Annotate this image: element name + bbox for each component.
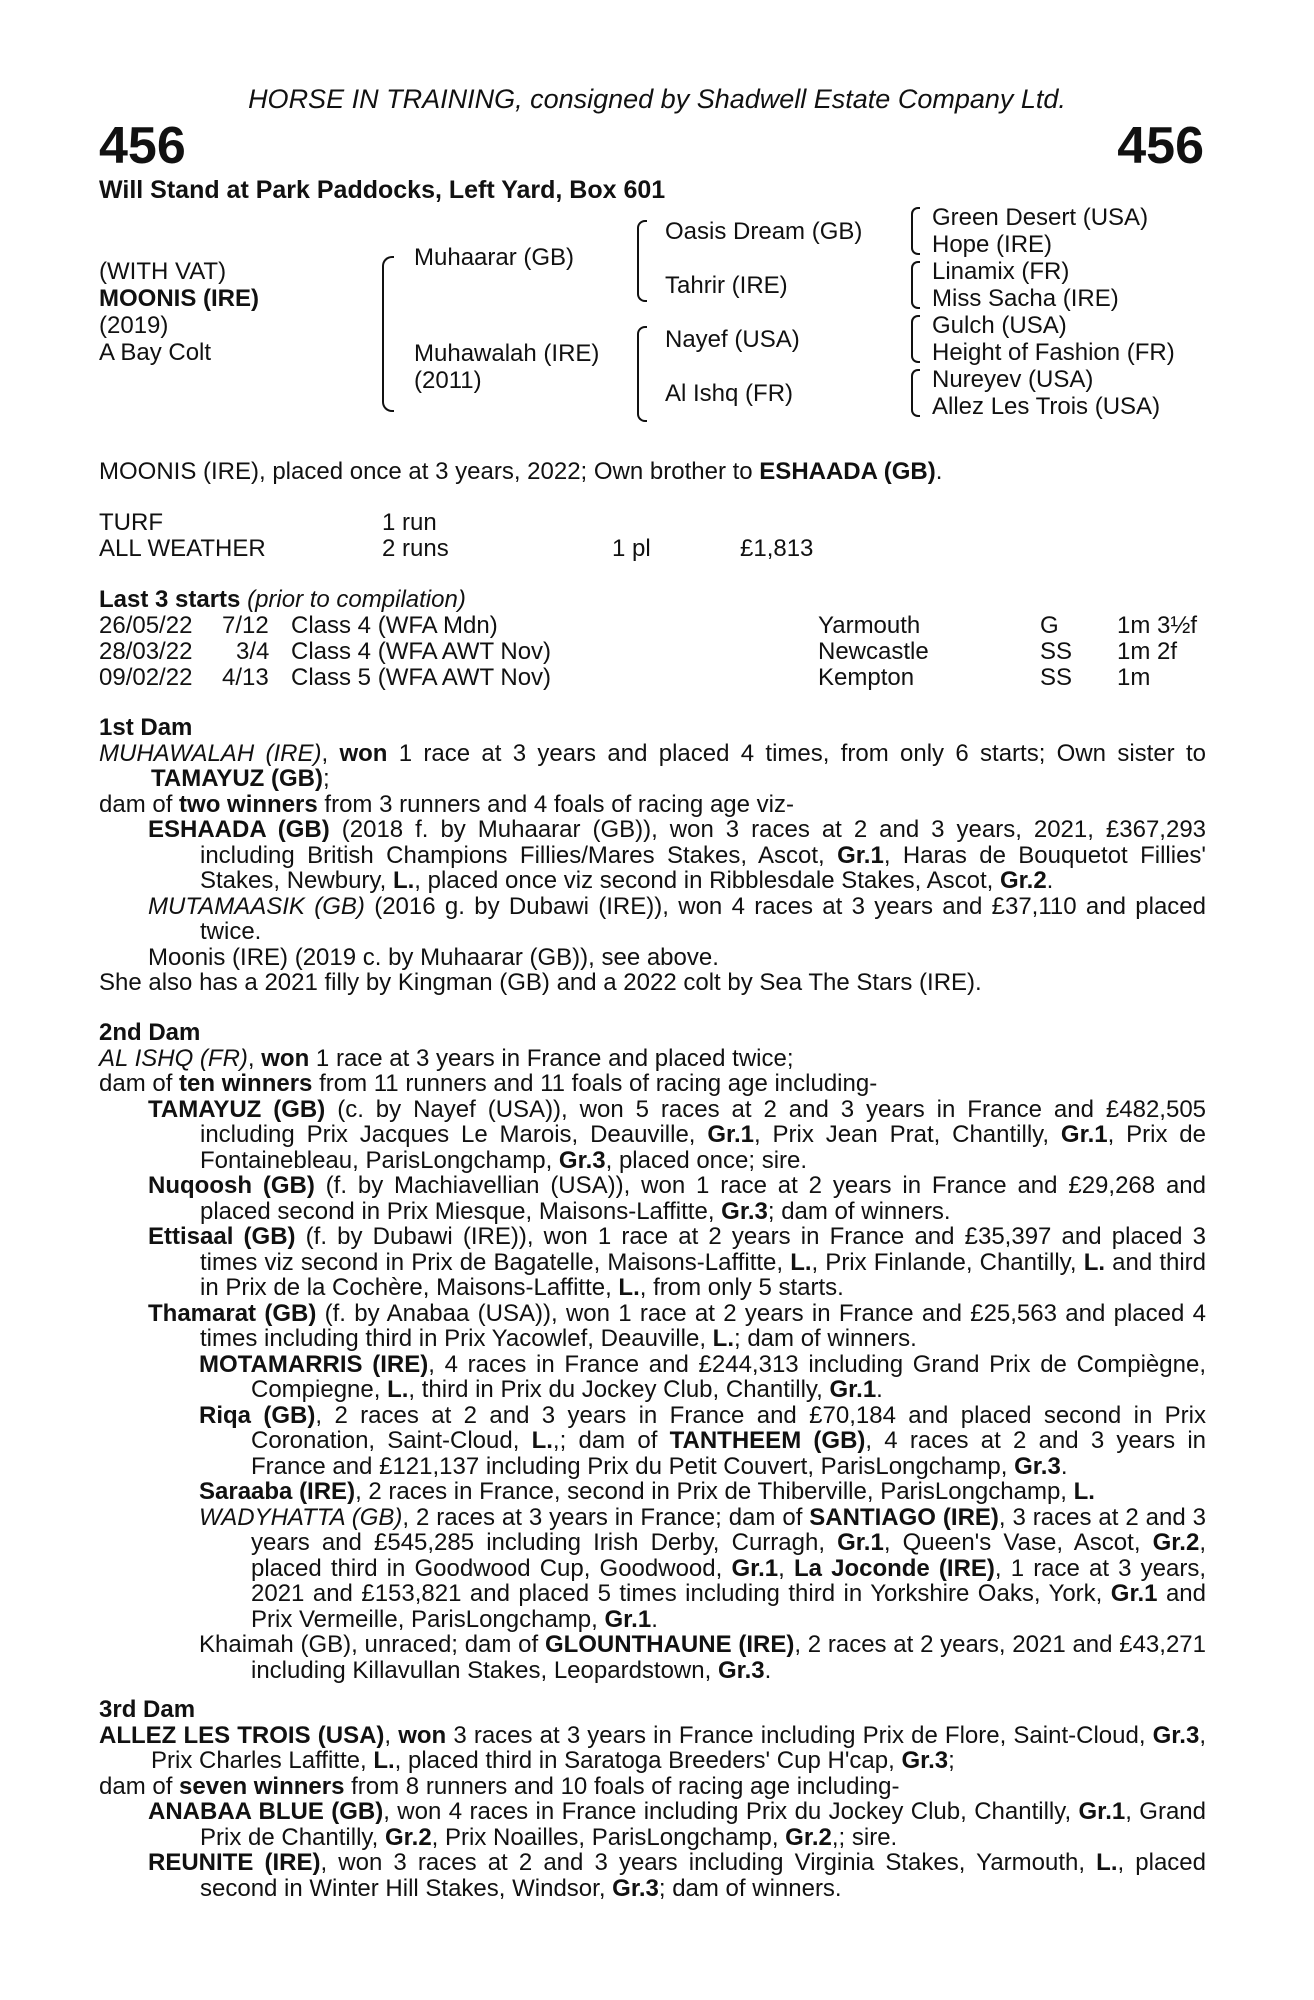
grade: Gr.2	[384, 1823, 432, 1851]
text: from 3 runners and 4 foals of racing age viz-	[317, 790, 794, 818]
grade: Gr.1	[604, 1605, 652, 1633]
produce-entry	[99, 894, 1206, 945]
summary-text: MOONIS (IRE), placed once at 3 years, 2022; Own brother to	[99, 458, 760, 485]
start-distance: 1m 2f	[1117, 638, 1178, 665]
record-surface: ALL WEATHER	[99, 535, 266, 562]
text: ,	[247, 1044, 262, 1072]
grade: L.	[1073, 1478, 1095, 1505]
text: , placed third in Goodwood Cup, Goodwood,	[251, 1529, 1206, 1582]
produce-name: Saraaba (IRE)	[199, 1478, 356, 1505]
produce-name: Ettisaal (GB)	[148, 1223, 296, 1250]
text: won	[339, 739, 388, 767]
third-dam-heading: 3rd Dam	[99, 1696, 196, 1723]
grade: Gr.1	[837, 1529, 884, 1556]
grade: L.	[392, 867, 415, 894]
start-course: Yarmouth	[818, 612, 921, 639]
sibling-name: TAMAYUZ (GB)	[151, 765, 323, 792]
text: , Prix Charles Laffitte,	[151, 1721, 1206, 1774]
start-position: 7/12	[222, 612, 269, 639]
grade: Gr.1	[1110, 1580, 1158, 1607]
produce-entry	[99, 817, 1206, 894]
grade: L.	[373, 1747, 395, 1774]
text: 3 races at 3 years in France including Prix de Flore, Saint-Cloud,	[446, 1721, 1153, 1749]
dam-dam: Al Ishq (FR)	[665, 380, 794, 407]
text: ,; dam of	[552, 1427, 670, 1454]
start-distance: 1m	[1117, 664, 1151, 691]
text: .	[1046, 867, 1054, 894]
text: two winners	[179, 790, 318, 818]
text: (c. by Nayef (USA)), won 5 races at 2 and 3 years in France and £482,505 including Prix Jacques Le Marois, Deauville,	[200, 1095, 1207, 1148]
third-dam-section	[99, 1697, 1206, 1901]
grade: Gr.2	[1152, 1529, 1200, 1556]
grade: L.	[712, 1325, 734, 1352]
grade: Gr.3	[901, 1747, 949, 1774]
text: , Queen's Vase, Ascot,	[883, 1529, 1153, 1556]
lot-number-right: 456	[1117, 117, 1204, 175]
grade: Gr.1	[837, 841, 884, 869]
text: 1 race at 3 years and placed 4 times, from only 6 starts; Own sister to	[387, 739, 1206, 767]
text: seven winners	[179, 1772, 345, 1800]
dam-line-brace	[637, 326, 647, 422]
text: , 4 races at 2 and 3 years in France and £121,137 including Prix du Petit Couvert, ParisLongchamp,	[251, 1427, 1206, 1480]
second-dam-section	[99, 1020, 1206, 1683]
text: ;	[948, 1747, 955, 1774]
text: (f. by Dubawi (IRE)), won 1 race at 2 years in France and £35,397 and placed 3 times viz second in Prix de Bagatelle, Maisons-Laffitte,	[200, 1223, 1206, 1276]
text: , Prix de Fontainebleau, ParisLongchamp,	[200, 1121, 1206, 1174]
text: ,	[384, 1721, 399, 1749]
text: .	[651, 1605, 658, 1633]
grade: L.	[790, 1248, 812, 1276]
produce-entry	[99, 1224, 1206, 1301]
first-dam-record	[99, 741, 1206, 792]
text: , 2 races at 2 and 3 years in France and £70,184 and placed second in Prix Coronation, Saint-Cloud,	[251, 1401, 1207, 1454]
text: from 8 runners and 10 foals of racing age including-	[344, 1772, 900, 1800]
text: , from only 5 starts.	[639, 1274, 844, 1301]
text: , 4 races in France and £244,313 including Grand Prix de Compiègne, Compiegne,	[251, 1350, 1206, 1403]
text: dam of	[99, 1772, 180, 1800]
gen4-ancestor: Green Desert (USA)	[932, 204, 1149, 231]
record-runs: 1 run	[382, 509, 437, 536]
produce-name: GLOUNTHAUNE (IRE)	[544, 1631, 795, 1658]
start-course: Kempton	[818, 664, 915, 691]
text: , won 4 races in France including Prix du Jockey Club, Chantilly,	[383, 1798, 1079, 1825]
produce-name: SANTIAGO (IRE)	[809, 1503, 999, 1531]
start-position: 4/13	[222, 664, 269, 691]
first-dam-produce-summary	[99, 792, 1206, 818]
grade: Gr.3	[1152, 1721, 1200, 1749]
record-runs: 2 runs	[382, 535, 449, 562]
produce-name: La Joconde (IRE)	[793, 1554, 995, 1582]
grade: Gr.2	[785, 1823, 832, 1851]
text: , 3 races at 2 and 3 years and £545,285 including Irish Derby, Curragh,	[251, 1503, 1207, 1556]
text: , won 3 races at 2 and 3 years including Virginia Stakes, Yarmouth,	[320, 1849, 1097, 1876]
text: ,; sire.	[831, 1823, 898, 1851]
vat-status: (WITH VAT)	[99, 258, 227, 285]
grand-produce-entry	[99, 1352, 1206, 1403]
first-dam-heading: 1st Dam	[99, 714, 193, 741]
text: dam of	[99, 790, 180, 818]
dam-name: MUHAWALAH (IRE)	[99, 739, 322, 767]
record-surface: TURF	[99, 509, 163, 536]
start-course: Newcastle	[818, 638, 929, 665]
produce-entry	[99, 1799, 1206, 1850]
dam-year: (2011)	[414, 367, 482, 394]
gen4-brace-3	[911, 315, 920, 363]
text: ten winners	[179, 1070, 313, 1097]
produce-name: ANABAA BLUE (GB)	[148, 1798, 384, 1825]
grade: L.	[531, 1427, 553, 1454]
grand-produce-entry	[99, 1632, 1206, 1683]
second-dam-record	[99, 1046, 1206, 1072]
gen4-ancestor: Nureyev (USA)	[932, 366, 1094, 393]
produce-name: Thamarat (GB)	[148, 1299, 317, 1327]
start-class: Class 4 (WFA AWT Nov)	[291, 638, 552, 665]
text: dam of	[99, 1070, 180, 1097]
grade: L.	[1083, 1248, 1106, 1276]
produce-name: TAMAYUZ (GB)	[148, 1095, 326, 1123]
produce-name: MOTAMARRIS (IRE)	[199, 1350, 429, 1378]
text: won	[398, 1721, 447, 1749]
text: .	[1060, 1452, 1068, 1480]
produce-name: REUNITE (IRE)	[148, 1849, 321, 1876]
start-going: SS	[1040, 638, 1073, 665]
third-dam-record	[99, 1723, 1206, 1774]
produce-entry	[99, 1097, 1206, 1174]
text: ; dam of winners.	[658, 1874, 842, 1902]
grade: Gr.1	[1078, 1798, 1126, 1825]
text: , 2 races at 2 years, 2021 and £43,271 including Killavullan Stakes, Leopardstown,	[251, 1631, 1206, 1684]
second-dam-heading: 2nd Dam	[99, 1019, 201, 1046]
produce-name: TANTHEEM (GB)	[669, 1427, 866, 1454]
grand-produce-entry	[99, 1479, 1206, 1505]
text: , placed once viz second in Ribblesdale Stakes, Ascot,	[414, 867, 1000, 894]
starts-heading	[99, 587, 466, 613]
text: ; dam of winners.	[734, 1325, 917, 1352]
starts-heading-text: Last 3 starts	[99, 586, 241, 613]
text: , 2 races in France, second in Prix de Thiberville, ParisLongchamp,	[355, 1478, 1074, 1505]
horse-year: (2019)	[99, 312, 169, 339]
produce-entry	[99, 1850, 1206, 1901]
text: .	[876, 1376, 883, 1403]
third-dam-produce-summary	[99, 1774, 1206, 1800]
horse-name: MOONIS (IRE)	[99, 285, 259, 312]
text: ;	[322, 765, 330, 792]
text: , 2 races at 3 years in France; dam of	[402, 1503, 810, 1531]
horse-summary	[99, 459, 942, 485]
grade: Gr.1	[829, 1376, 877, 1403]
grade: Gr.3	[717, 1656, 765, 1684]
horse-description: A Bay Colt	[99, 339, 212, 366]
text: , Grand Prix de Chantilly,	[200, 1798, 1206, 1851]
text: ,	[321, 739, 340, 767]
record-placed: 1 pl	[612, 535, 651, 562]
gen4-ancestor: Linamix (FR)	[932, 258, 1070, 285]
text: , Haras de Bouquetot Fillies' Stakes, Newbury,	[200, 841, 1207, 894]
gen4-ancestor: Height of Fashion (FR)	[932, 339, 1175, 366]
dam-name: Muhawalah (IRE)	[414, 340, 600, 367]
first-dam-younger-produce: She also has a 2021 filly by Kingman (GB) and a 2022 colt by Sea The Stars (IRE).	[99, 969, 982, 996]
starts-note: (prior to compilation)	[247, 586, 466, 613]
grade: Gr.3	[558, 1146, 606, 1174]
sire-dam: Tahrir (IRE)	[665, 272, 788, 299]
sire-line-brace	[637, 220, 647, 302]
produce-entry	[99, 1173, 1206, 1224]
produce-name: WADYHATTA (GB)	[199, 1503, 403, 1531]
grade: Gr.2	[999, 867, 1047, 894]
text: and third in Prix de la Cochère, Maisons-Laffitte,	[200, 1248, 1207, 1301]
gen4-brace-4	[911, 369, 920, 417]
grade: Gr.1	[707, 1121, 755, 1148]
grand-produce-entry	[99, 1505, 1206, 1633]
start-date: 28/03/22	[99, 638, 193, 665]
gen4-ancestor: Miss Sacha (IRE)	[932, 285, 1119, 312]
text: won	[261, 1044, 310, 1072]
gen4-ancestor: Hope (IRE)	[932, 231, 1053, 258]
text: and Prix Vermeille, ParisLongchamp,	[251, 1580, 1206, 1633]
produce-name: MUTAMAASIK (GB)	[148, 892, 365, 920]
grade: Gr.3	[721, 1197, 768, 1225]
summary-end: .	[935, 458, 943, 485]
sire-sire: Oasis Dream (GB)	[665, 218, 863, 245]
produce-entry: Moonis (IRE) (2019 c. by Muhaarar (GB)), see above.	[148, 943, 719, 971]
text: , Prix Jean Prat, Chantilly,	[754, 1121, 1061, 1148]
grand-produce-entry	[99, 1403, 1206, 1480]
dam-name: AL ISHQ (FR)	[99, 1044, 248, 1072]
text: (2018 f. by Muhaarar (GB)), won 3 races at 2 and 3 years, 2021, £367,293 including British Champions Fillies/Mares Stakes, Ascot,	[200, 816, 1207, 869]
text: Khaimah (GB), unraced; dam of	[199, 1631, 545, 1658]
gen4-brace-1	[911, 207, 920, 255]
text: ; dam of winners.	[767, 1197, 951, 1225]
text: 1 race at 3 years in France and placed twice;	[309, 1044, 794, 1072]
grade: Gr.3	[1014, 1452, 1061, 1480]
grade: Gr.1	[1060, 1121, 1108, 1148]
text: , Prix Noailles, ParisLongchamp,	[431, 1823, 786, 1851]
grade: L.	[387, 1376, 409, 1403]
produce-entry	[99, 1301, 1206, 1352]
gen4-brace-2	[911, 261, 920, 309]
text: (f. by Machiavellian (USA)), won 1 race at 2 years in France and £29,268 and placed second in Prix Miesque, Maisons-Laffitte,	[200, 1172, 1207, 1225]
produce-name: ESHAADA (GB)	[148, 816, 330, 843]
lot-number-left: 456	[99, 117, 186, 175]
text: (2016 g. by Dubawi (IRE)), won 4 races at 3 years and £37,110 and placed twice.	[200, 892, 1206, 945]
second-dam-produce-summary	[99, 1071, 1206, 1097]
dam-sire: Nayef (USA)	[665, 326, 800, 353]
start-date: 26/05/22	[99, 612, 193, 639]
pedigree-brace	[382, 256, 394, 412]
gen4-ancestor: Gulch (USA)	[932, 312, 1067, 339]
text: .	[764, 1656, 772, 1684]
sire-name: Muhaarar (GB)	[414, 244, 575, 271]
summary-brother: ESHAADA (GB)	[759, 458, 936, 485]
start-class: Class 4 (WFA Mdn)	[291, 612, 498, 639]
gen4-ancestor: Allez Les Trois (USA)	[932, 393, 1161, 420]
consignor-header: HORSE IN TRAINING, consigned by Shadwell Estate Company Ltd.	[248, 84, 1066, 114]
first-dam-section	[99, 715, 1206, 996]
grade: Gr.1	[731, 1554, 779, 1582]
record-earnings: £1,813	[740, 535, 814, 562]
start-going: SS	[1040, 664, 1073, 691]
produce-name: Nuqoosh (GB)	[148, 1172, 315, 1199]
start-class: Class 5 (WFA AWT Nov)	[291, 664, 552, 691]
text: from 11 runners and 11 foals of racing age including-	[312, 1070, 878, 1097]
text: , 1 race at 3 years, 2021 and £153,821 and placed 5 times including third in Yorkshire Oaks, York,	[251, 1554, 1206, 1607]
text: , placed third in Saratoga Breeders' Cup H'cap,	[394, 1747, 902, 1774]
dam-name: ALLEZ LES TROIS (USA)	[99, 1721, 385, 1749]
text: , placed second in Winter Hill Stakes, Windsor,	[200, 1849, 1207, 1902]
grade: L.	[618, 1274, 640, 1301]
grade: Gr.3	[612, 1874, 659, 1902]
produce-name: Riqa (GB)	[199, 1401, 316, 1429]
start-position: 3/4	[236, 638, 270, 665]
grade: L.	[1096, 1849, 1118, 1876]
stabling-location: Will Stand at Park Paddocks, Left Yard, Box 601	[99, 176, 666, 204]
text: , Prix Finlande, Chantilly,	[811, 1248, 1084, 1276]
text: (f. by Anabaa (USA)), won 1 race at 2 years in France and £25,563 and placed 4 times including third in Prix Yacowlef, Deauville,	[200, 1299, 1207, 1352]
start-distance: 1m 3½f	[1117, 612, 1198, 639]
start-going: G	[1040, 612, 1059, 639]
text: , placed once; sire.	[605, 1146, 808, 1174]
start-date: 09/02/22	[99, 664, 193, 691]
text: ,	[778, 1554, 794, 1582]
text: , third in Prix du Jockey Club, Chantilly,	[408, 1376, 830, 1403]
